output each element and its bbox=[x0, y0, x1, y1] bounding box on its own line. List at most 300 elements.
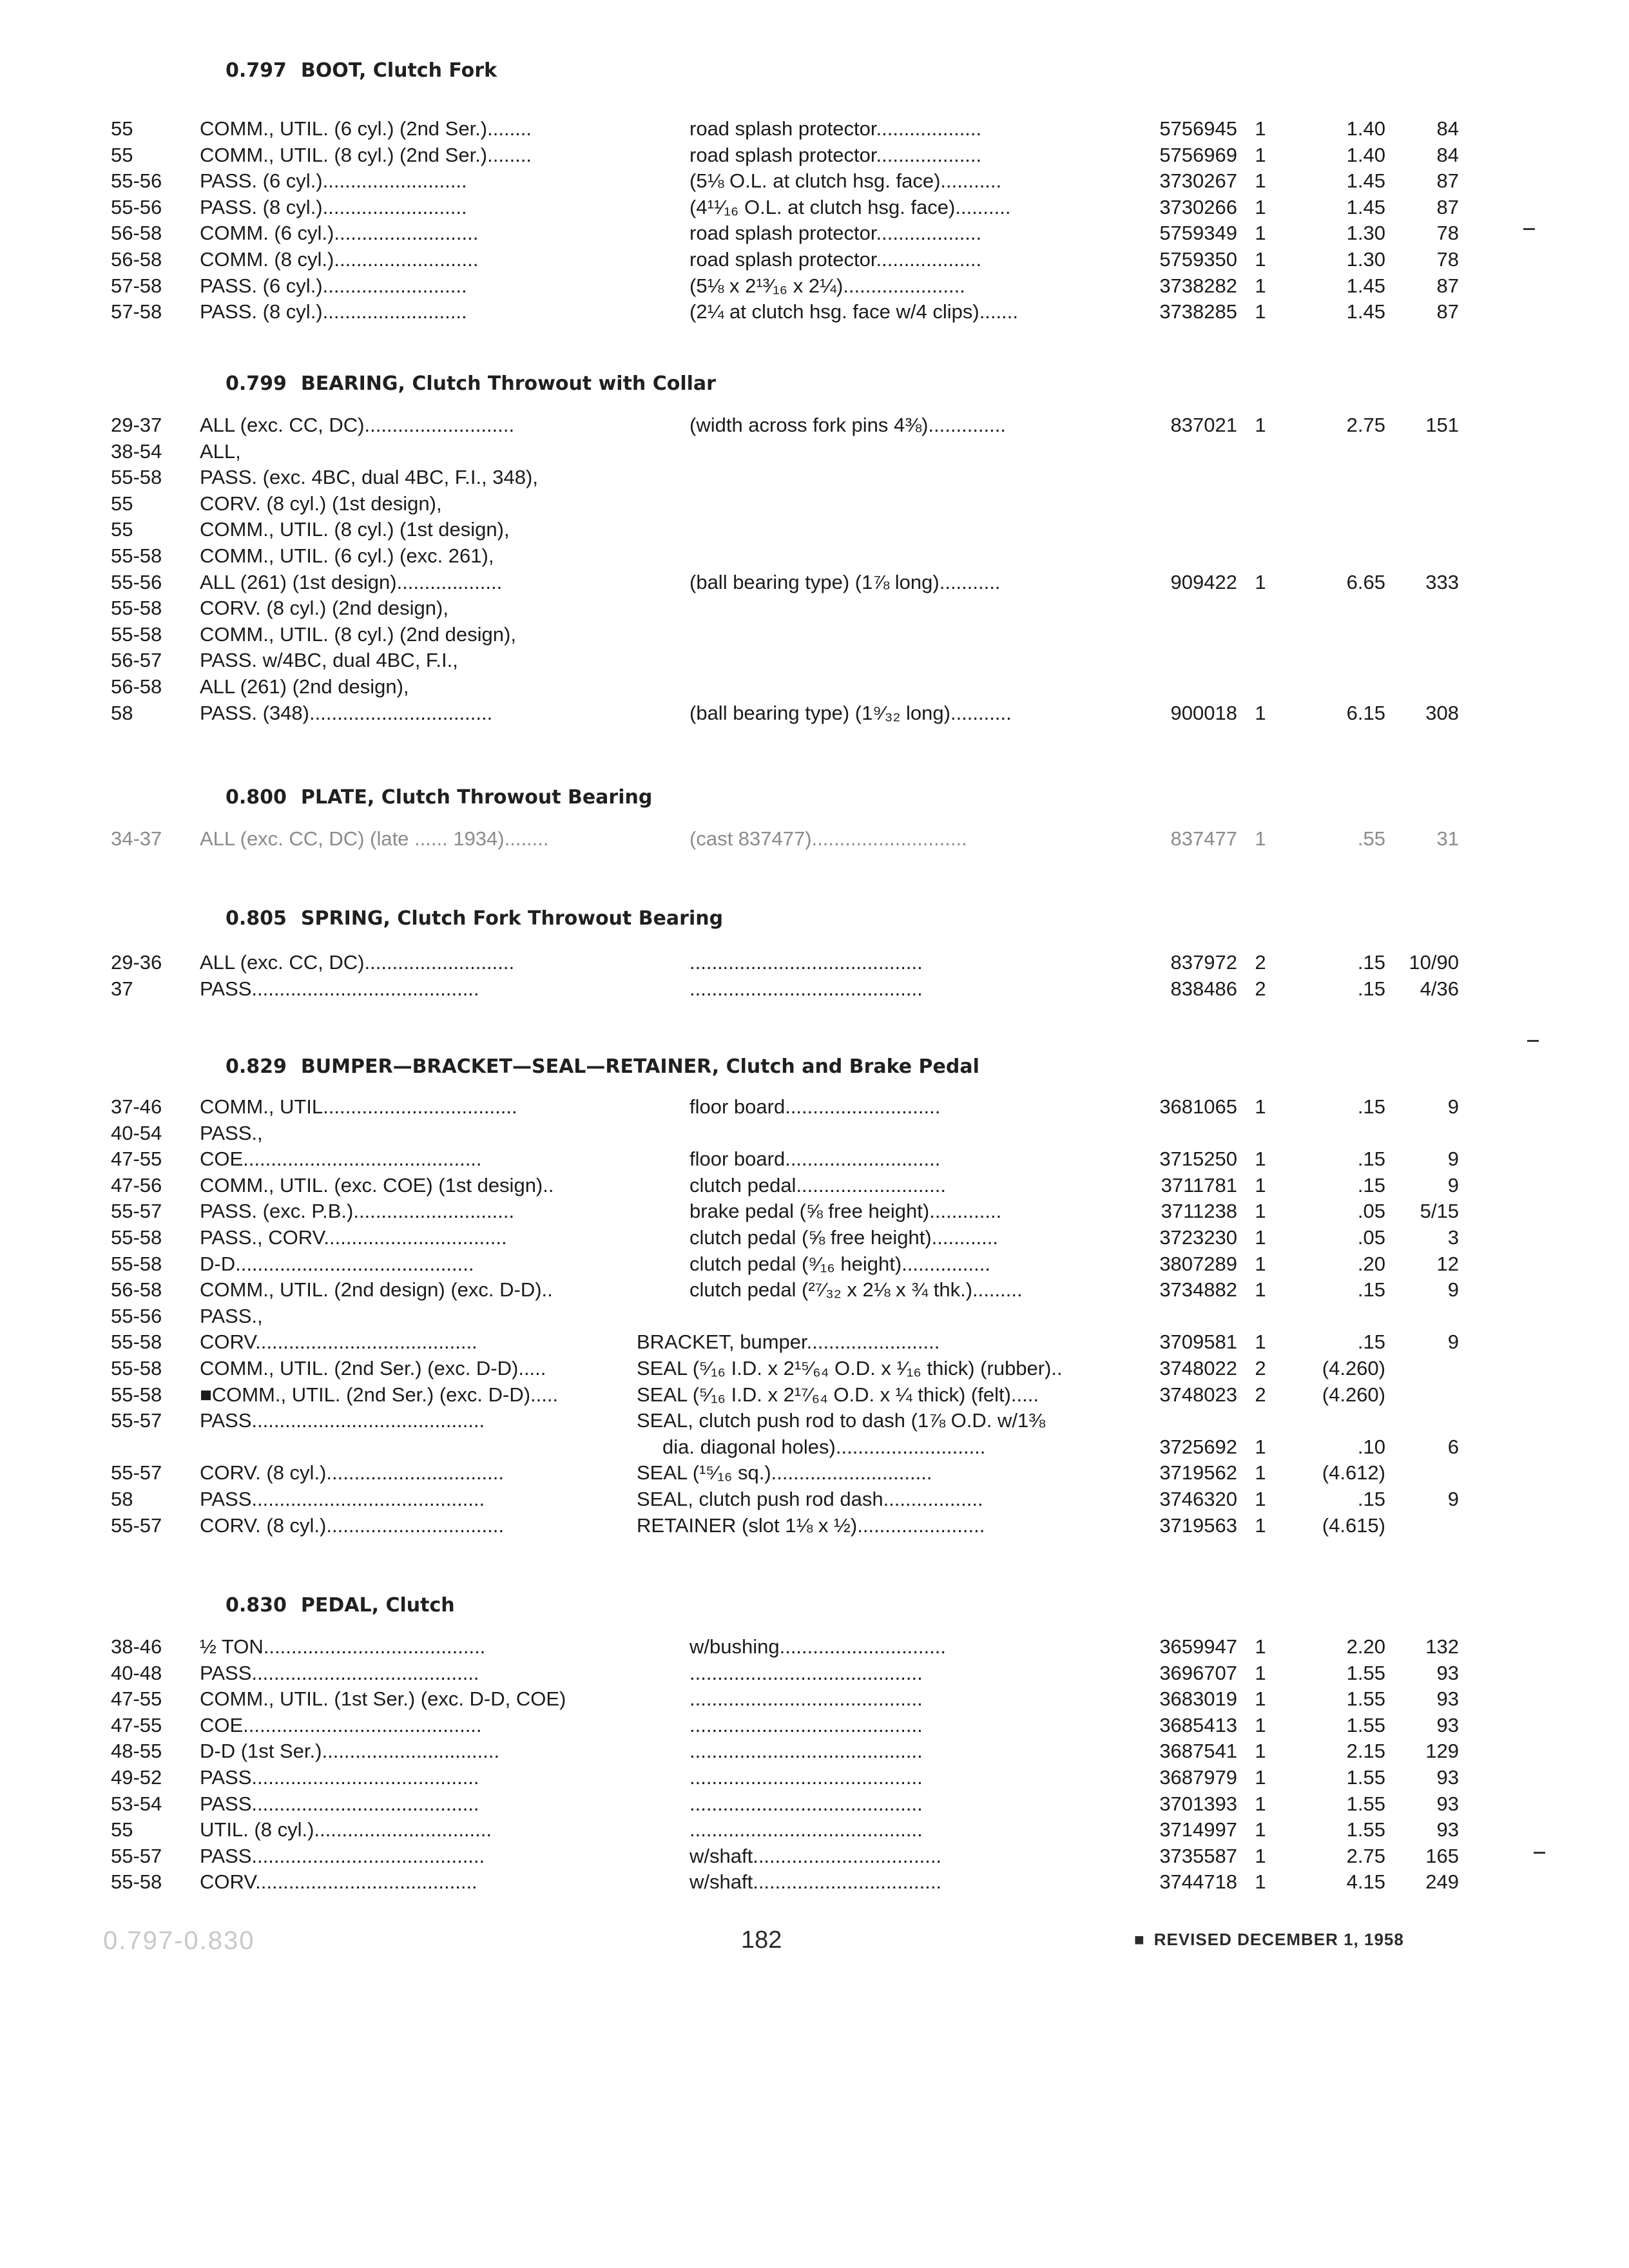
models-cell: COE........................................... bbox=[200, 1148, 482, 1171]
part-number-cell: 837972 bbox=[1170, 951, 1237, 974]
price-cell: .05 bbox=[1357, 1226, 1385, 1249]
description-cell: .......................................... bbox=[689, 1792, 923, 1815]
years-cell: 55-57 bbox=[111, 1409, 162, 1432]
years-cell: 55-57 bbox=[111, 1844, 162, 1867]
weight-cell: 93 bbox=[1436, 1818, 1459, 1841]
weight-cell: 3 bbox=[1447, 1226, 1459, 1249]
part-row bbox=[0, 1634, 1629, 1660]
weight-cell: 10/90 bbox=[1409, 951, 1459, 974]
models-cell: PASS. (6 cyl.).......................... bbox=[200, 274, 467, 297]
price-cell: 1.40 bbox=[1346, 117, 1385, 140]
section-heading bbox=[226, 1594, 455, 1617]
quantity-cell: 1 bbox=[1255, 414, 1266, 436]
weight-cell: 9 bbox=[1447, 1095, 1459, 1118]
part-number-cell: 3807289 bbox=[1159, 1252, 1237, 1275]
part-number-cell: 838486 bbox=[1170, 977, 1237, 1000]
models-cell: ALL, bbox=[200, 439, 241, 463]
price-cell: 1.45 bbox=[1346, 274, 1385, 297]
part-row bbox=[0, 491, 1629, 517]
quantity-cell: 1 bbox=[1255, 1687, 1266, 1711]
models-cell: PASS.......................................... bbox=[200, 1844, 485, 1867]
description-cell: SEAL, clutch push rod dash.................. bbox=[637, 1488, 983, 1510]
years-cell: 58 bbox=[111, 1488, 133, 1510]
quantity-cell: 1 bbox=[1255, 1461, 1266, 1485]
part-number-cell: 909422 bbox=[1170, 570, 1237, 593]
models-cell: CORV........................................ bbox=[200, 1331, 477, 1354]
years-cell: 57-58 bbox=[111, 300, 162, 323]
part-row bbox=[0, 247, 1629, 273]
years-cell: 55 bbox=[111, 518, 133, 541]
years-cell: 55-58 bbox=[111, 597, 162, 620]
price-cell: (4.612) bbox=[1322, 1461, 1385, 1485]
description-cell: .......................................... bbox=[689, 1713, 923, 1736]
price-cell: 1.55 bbox=[1346, 1818, 1385, 1841]
weight-cell: 78 bbox=[1436, 248, 1459, 271]
part-row bbox=[0, 1460, 1629, 1486]
models-cell: PASS. (348)................................. bbox=[200, 701, 493, 724]
price-cell: 1.45 bbox=[1346, 300, 1385, 323]
models-cell: CORV. (8 cyl.) (2nd design), bbox=[200, 597, 448, 620]
models-cell: D-D (1st Ser.)................................ bbox=[200, 1740, 500, 1763]
models-cell: COMM. (8 cyl.).......................... bbox=[200, 248, 479, 271]
part-number-cell: 3748022 bbox=[1159, 1357, 1237, 1379]
part-number-cell: 5756969 bbox=[1159, 143, 1237, 166]
years-cell: 55-56 bbox=[111, 570, 162, 593]
part-row bbox=[0, 299, 1629, 325]
price-cell: .15 bbox=[1357, 1148, 1385, 1171]
description-cell: .......................................... bbox=[689, 951, 923, 974]
part-row bbox=[0, 622, 1629, 648]
years-cell: 55-58 bbox=[111, 1383, 162, 1406]
quantity-cell: 1 bbox=[1255, 701, 1266, 724]
models-cell: COMM., UTIL. (2nd Ser.) (exc. D-D)..... bbox=[200, 1357, 546, 1379]
part-row bbox=[0, 826, 1629, 852]
quantity-cell: 1 bbox=[1255, 1331, 1266, 1354]
models-cell: COE........................................... bbox=[200, 1713, 482, 1736]
description-cell: w/shaft.................................. bbox=[689, 1870, 942, 1894]
price-cell: .15 bbox=[1357, 951, 1385, 974]
weight-cell: 93 bbox=[1436, 1713, 1459, 1736]
models-cell: ALL (exc. CC, DC) (late ...... 1934)........ bbox=[200, 827, 549, 850]
quantity-cell: 2 bbox=[1255, 1383, 1266, 1406]
weight-cell: 9 bbox=[1447, 1278, 1459, 1302]
weight-cell: 5/15 bbox=[1420, 1200, 1459, 1223]
section-title: SPRING, Clutch Fork Throwout Bearing bbox=[300, 907, 724, 930]
description-cell: road splash protector................... bbox=[689, 117, 982, 140]
models-cell: PASS. (8 cyl.).......................... bbox=[200, 195, 467, 218]
description-cell: .......................................... bbox=[689, 977, 923, 1000]
years-cell: 56-58 bbox=[111, 675, 162, 698]
part-number-cell: 5756945 bbox=[1159, 117, 1237, 140]
quantity-cell: 1 bbox=[1255, 222, 1266, 245]
years-cell: 37 bbox=[111, 977, 133, 1000]
description-cell: (ball bearing type) (1⁹⁄₃₂ long)........... bbox=[689, 701, 1012, 724]
price-cell: .15 bbox=[1357, 1095, 1385, 1118]
quantity-cell: 1 bbox=[1255, 1173, 1266, 1196]
part-number-cell: 3681065 bbox=[1159, 1095, 1237, 1118]
quantity-cell: 1 bbox=[1255, 1635, 1266, 1658]
part-row bbox=[0, 1277, 1629, 1303]
quantity-cell: 1 bbox=[1255, 1435, 1266, 1458]
price-cell: 6.65 bbox=[1346, 570, 1385, 593]
part-row bbox=[0, 273, 1629, 299]
weight-cell: 78 bbox=[1436, 222, 1459, 245]
description-cell: (5⅛ x 2¹³⁄₁₆ x 2¼)...................... bbox=[689, 274, 965, 297]
weight-cell: 93 bbox=[1436, 1792, 1459, 1815]
scan-mark bbox=[1527, 1040, 1539, 1042]
price-cell: (4.615) bbox=[1322, 1514, 1385, 1537]
description-cell: .......................................... bbox=[689, 1818, 923, 1841]
part-row bbox=[0, 116, 1629, 142]
part-row bbox=[0, 195, 1629, 220]
models-cell: CORV. (8 cyl.)................................ bbox=[200, 1514, 504, 1537]
weight-cell: 4/36 bbox=[1420, 977, 1459, 1000]
years-cell: 40-54 bbox=[111, 1121, 162, 1144]
part-row bbox=[0, 1329, 1629, 1355]
years-cell: 47-55 bbox=[111, 1687, 162, 1711]
part-number-cell: 3746320 bbox=[1159, 1488, 1237, 1510]
part-row bbox=[0, 1094, 1629, 1120]
price-cell: 1.55 bbox=[1346, 1713, 1385, 1736]
quantity-cell: 1 bbox=[1255, 1278, 1266, 1302]
section-title: PLATE, Clutch Throwout Bearing bbox=[300, 786, 653, 809]
weight-cell: 12 bbox=[1436, 1252, 1459, 1275]
part-row bbox=[0, 570, 1629, 595]
part-row bbox=[0, 1382, 1629, 1408]
part-row bbox=[0, 543, 1629, 569]
models-cell: COMM., UTIL. (8 cyl.) (2nd Ser.)........ bbox=[200, 143, 532, 166]
part-row bbox=[0, 1713, 1629, 1738]
scan-mark bbox=[1523, 228, 1535, 230]
quantity-cell: 1 bbox=[1255, 1200, 1266, 1223]
quantity-cell: 1 bbox=[1255, 1148, 1266, 1171]
part-row bbox=[0, 1146, 1629, 1172]
quantity-cell: 1 bbox=[1255, 248, 1266, 271]
part-row bbox=[0, 168, 1629, 194]
quantity-cell: 1 bbox=[1255, 1818, 1266, 1841]
years-cell: 38-46 bbox=[111, 1635, 162, 1658]
models-cell: PASS., bbox=[200, 1304, 263, 1327]
section-number: 0.830 bbox=[226, 1594, 287, 1617]
price-cell: .15 bbox=[1357, 1173, 1385, 1196]
weight-cell: 132 bbox=[1425, 1635, 1459, 1658]
years-cell: 55 bbox=[111, 1818, 133, 1841]
part-number-cell: 3701393 bbox=[1159, 1792, 1237, 1815]
years-cell: 29-36 bbox=[111, 951, 162, 974]
weight-cell: 129 bbox=[1425, 1740, 1459, 1763]
section-number: 0.805 bbox=[226, 907, 287, 930]
weight-cell: 87 bbox=[1436, 300, 1459, 323]
price-cell: 2.15 bbox=[1346, 1740, 1385, 1763]
weight-cell: 249 bbox=[1425, 1870, 1459, 1894]
description-cell: floor board............................ bbox=[689, 1095, 941, 1118]
models-cell: UTIL. (8 cyl.)................................ bbox=[200, 1818, 492, 1841]
models-cell: PASS. (8 cyl.).......................... bbox=[200, 300, 467, 323]
part-number-cell: 3711238 bbox=[1161, 1200, 1237, 1223]
weight-cell: 308 bbox=[1425, 701, 1459, 724]
models-cell: PASS......................................... bbox=[200, 1792, 479, 1815]
part-row bbox=[0, 1817, 1629, 1843]
part-number-cell: 837477 bbox=[1170, 827, 1237, 850]
quantity-cell: 1 bbox=[1255, 195, 1266, 218]
page-number: 182 bbox=[741, 1927, 782, 1954]
description-cell: SEAL, clutch push rod to dash (1⅞ O.D. w/1⅜ bbox=[637, 1409, 1046, 1432]
section-heading bbox=[226, 786, 652, 809]
part-number-cell: 3715250 bbox=[1159, 1148, 1237, 1171]
section-title: BUMPER—BRACKET—SEAL—RETAINER, Clutch and Brake Pedal bbox=[300, 1055, 979, 1078]
revised-marker: ■ bbox=[1134, 1930, 1145, 1949]
models-cell: PASS., CORV................................. bbox=[200, 1226, 507, 1249]
years-cell: 29-37 bbox=[111, 414, 162, 436]
part-number-cell: 3748023 bbox=[1159, 1383, 1237, 1406]
description-cell: road splash protector................... bbox=[689, 222, 982, 245]
part-row bbox=[0, 517, 1629, 543]
part-row bbox=[0, 412, 1629, 438]
part-row bbox=[0, 1225, 1629, 1251]
models-cell: PASS.......................................... bbox=[200, 1409, 485, 1432]
weight-cell: 87 bbox=[1436, 195, 1459, 218]
description-cell: (cast 837477)............................ bbox=[689, 827, 967, 850]
part-number-cell: 3738282 bbox=[1159, 274, 1237, 297]
part-number-cell: 3744718 bbox=[1159, 1870, 1237, 1894]
description-cell: .......................................... bbox=[689, 1661, 923, 1684]
part-row bbox=[0, 648, 1629, 673]
models-cell: COMM., UTIL. (8 cyl.) (2nd design), bbox=[200, 622, 516, 646]
part-number-cell: 3730267 bbox=[1159, 169, 1237, 193]
description-cell: floor board............................ bbox=[689, 1148, 941, 1171]
models-cell: PASS., bbox=[200, 1121, 263, 1144]
years-cell: 56-58 bbox=[111, 222, 162, 245]
models-cell: ½ TON........................................ bbox=[200, 1635, 486, 1658]
part-number-cell: 5759349 bbox=[1159, 222, 1237, 245]
part-row bbox=[0, 465, 1629, 490]
models-cell: COMM., UTIL................................... bbox=[200, 1095, 517, 1118]
part-row bbox=[0, 1120, 1629, 1146]
part-number-cell: 5759350 bbox=[1159, 248, 1237, 271]
description-cell: .......................................... bbox=[689, 1740, 923, 1763]
part-number-cell: 3711781 bbox=[1161, 1173, 1237, 1196]
models-cell: ■COMM., UTIL. (2nd Ser.) (exc. D-D)..... bbox=[200, 1383, 559, 1406]
part-number-cell: 3696707 bbox=[1159, 1661, 1237, 1684]
years-cell: 47-55 bbox=[111, 1148, 162, 1171]
weight-cell: 87 bbox=[1436, 274, 1459, 297]
section-number: 0.800 bbox=[226, 786, 287, 809]
part-row bbox=[0, 1486, 1629, 1512]
price-cell: .20 bbox=[1357, 1252, 1385, 1275]
part-row bbox=[0, 142, 1629, 168]
description-cell: (2¼ at clutch hsg. face w/4 clips)....... bbox=[689, 300, 1018, 323]
description-cell: road splash protector................... bbox=[689, 248, 982, 271]
weight-cell: 151 bbox=[1425, 414, 1459, 436]
quantity-cell: 2 bbox=[1255, 977, 1266, 1000]
years-cell: 37-46 bbox=[111, 1095, 162, 1118]
models-cell: COMM., UTIL. (6 cyl.) (exc. 261), bbox=[200, 544, 494, 567]
years-cell: 49-52 bbox=[111, 1766, 162, 1789]
revised-text: REVISED DECEMBER 1, 1958 bbox=[1153, 1930, 1404, 1949]
years-cell: 55 bbox=[111, 492, 133, 515]
section-number: 0.797 bbox=[226, 59, 287, 82]
section-heading bbox=[226, 907, 723, 930]
quantity-cell: 1 bbox=[1255, 1226, 1266, 1249]
models-cell: PASS. (exc. P.B.)............................. bbox=[200, 1200, 515, 1223]
description-cell: w/shaft.................................. bbox=[689, 1844, 942, 1867]
quantity-cell: 1 bbox=[1255, 169, 1266, 193]
weight-cell: 6 bbox=[1447, 1435, 1459, 1458]
price-cell: 1.30 bbox=[1346, 248, 1385, 271]
models-cell: ALL (exc. CC, DC)........................... bbox=[200, 414, 515, 436]
description-cell: (4¹¹⁄₁₆ O.L. at clutch hsg. face).......... bbox=[689, 195, 1011, 218]
models-cell: COMM., UTIL. (2nd design) (exc. D-D).. bbox=[200, 1278, 553, 1302]
description-cell: .......................................... bbox=[689, 1687, 923, 1711]
years-cell: 56-57 bbox=[111, 649, 162, 672]
models-cell: COMM., UTIL. (6 cyl.) (2nd Ser.)........ bbox=[200, 117, 532, 140]
part-row bbox=[0, 1686, 1629, 1712]
price-cell: (4.260) bbox=[1322, 1357, 1385, 1379]
models-cell: D-D........................................... bbox=[200, 1252, 474, 1275]
part-number-cell: 3685413 bbox=[1159, 1713, 1237, 1736]
quantity-cell: 1 bbox=[1255, 1844, 1266, 1867]
quantity-cell: 1 bbox=[1255, 1514, 1266, 1537]
part-number-cell: 837021 bbox=[1170, 414, 1237, 436]
models-cell: COMM., UTIL. (8 cyl.) (1st design), bbox=[200, 518, 510, 541]
years-cell: 55-56 bbox=[111, 1304, 162, 1327]
models-cell: COMM., UTIL. (exc. COE) (1st design).. bbox=[200, 1173, 554, 1196]
description-cell: RETAINER (slot 1⅛ x ½)....................... bbox=[637, 1514, 985, 1537]
weight-cell: 93 bbox=[1436, 1661, 1459, 1684]
quantity-cell: 1 bbox=[1255, 1740, 1266, 1763]
part-number-cell: 3659947 bbox=[1159, 1635, 1237, 1658]
price-cell: .05 bbox=[1357, 1200, 1385, 1223]
scan-mark bbox=[1534, 1852, 1545, 1854]
description-cell: clutch pedal (²⁷⁄₃₂ x 2⅛ x ¾ thk.)......... bbox=[689, 1278, 1023, 1302]
part-number-cell: 3735587 bbox=[1159, 1844, 1237, 1867]
weight-cell: 87 bbox=[1436, 169, 1459, 193]
description-cell: SEAL (⁵⁄₁₆ I.D. x 2¹⁵⁄₆₄ O.D. x ¹⁄₁₆ thick) (rubber).. bbox=[637, 1357, 1063, 1379]
years-cell: 58 bbox=[111, 701, 133, 724]
part-number-cell: 3738285 bbox=[1159, 300, 1237, 323]
years-cell: 55-56 bbox=[111, 169, 162, 193]
price-cell: 1.45 bbox=[1346, 169, 1385, 193]
price-cell: (4.260) bbox=[1322, 1383, 1385, 1406]
description-cell: .......................................... bbox=[689, 1766, 923, 1789]
years-cell: 55-56 bbox=[111, 195, 162, 218]
price-cell: 4.15 bbox=[1346, 1870, 1385, 1894]
years-cell: 47-55 bbox=[111, 1713, 162, 1736]
models-cell: ALL (exc. CC, DC)........................... bbox=[200, 951, 515, 974]
section-number: 0.829 bbox=[226, 1055, 287, 1078]
weight-cell: 84 bbox=[1436, 143, 1459, 166]
quantity-cell: 1 bbox=[1255, 274, 1266, 297]
models-cell: ALL (261) (2nd design), bbox=[200, 675, 409, 698]
section-title: BEARING, Clutch Throwout with Collar bbox=[300, 372, 716, 395]
part-number-cell: 3730266 bbox=[1159, 195, 1237, 218]
description-cell: SEAL (⁵⁄₁₆ I.D. x 2¹⁷⁄₆₄ O.D. x ¼ thick) (felt)..... bbox=[637, 1383, 1039, 1406]
description-cell: BRACKET, bumper........................ bbox=[637, 1331, 940, 1354]
quantity-cell: 1 bbox=[1255, 1661, 1266, 1684]
quantity-cell: 1 bbox=[1255, 827, 1266, 850]
price-cell: .15 bbox=[1357, 1331, 1385, 1354]
part-number-cell: 3723230 bbox=[1159, 1226, 1237, 1249]
section-heading bbox=[226, 59, 497, 82]
quantity-cell: 1 bbox=[1255, 117, 1266, 140]
price-cell: .15 bbox=[1357, 1488, 1385, 1510]
part-row bbox=[0, 1738, 1629, 1764]
weight-cell: 9 bbox=[1447, 1173, 1459, 1196]
models-cell: PASS......................................... bbox=[200, 1766, 479, 1789]
models-cell: CORV........................................ bbox=[200, 1870, 477, 1894]
part-row bbox=[0, 976, 1629, 1002]
description-cell: road splash protector................... bbox=[689, 143, 982, 166]
weight-cell: 93 bbox=[1436, 1766, 1459, 1789]
part-number-cell: 3714997 bbox=[1159, 1818, 1237, 1841]
models-cell: COMM. (6 cyl.).......................... bbox=[200, 222, 479, 245]
years-cell: 56-58 bbox=[111, 248, 162, 271]
price-cell: 1.45 bbox=[1346, 195, 1385, 218]
weight-cell: 9 bbox=[1447, 1488, 1459, 1510]
part-row bbox=[0, 1356, 1629, 1381]
description-cell: dia. diagonal holes)........................... bbox=[662, 1435, 986, 1458]
part-row bbox=[0, 220, 1629, 246]
part-row bbox=[0, 1765, 1629, 1791]
section-number: 0.799 bbox=[226, 372, 287, 395]
part-row bbox=[0, 1843, 1629, 1869]
models-cell: PASS. (6 cyl.).......................... bbox=[200, 169, 467, 193]
years-cell: 34-37 bbox=[111, 827, 162, 850]
years-cell: 55 bbox=[111, 143, 133, 166]
description-cell: (5⅛ O.L. at clutch hsg. face)........... bbox=[689, 169, 1002, 193]
quantity-cell: 2 bbox=[1255, 1357, 1266, 1379]
part-row bbox=[0, 1198, 1629, 1224]
years-cell: 47-56 bbox=[111, 1173, 162, 1196]
years-cell: 53-54 bbox=[111, 1792, 162, 1815]
part-row bbox=[0, 595, 1629, 621]
part-row bbox=[0, 1434, 1629, 1460]
price-cell: .55 bbox=[1357, 827, 1385, 850]
models-cell: ALL (261) (1st design)................... bbox=[200, 570, 503, 593]
page-range-footer: 0.797-0.830 bbox=[103, 1927, 255, 1955]
part-number-cell: 3719562 bbox=[1159, 1461, 1237, 1485]
part-row bbox=[0, 1513, 1629, 1539]
price-cell: 2.20 bbox=[1346, 1635, 1385, 1658]
part-row bbox=[0, 1791, 1629, 1817]
revised-date bbox=[1134, 1930, 1404, 1950]
part-row bbox=[0, 700, 1629, 726]
section-heading bbox=[226, 372, 716, 395]
part-number-cell: 3734882 bbox=[1159, 1278, 1237, 1302]
models-cell: PASS......................................... bbox=[200, 1661, 479, 1684]
price-cell: .15 bbox=[1357, 1278, 1385, 1302]
years-cell: 55-57 bbox=[111, 1461, 162, 1485]
years-cell: 55-58 bbox=[111, 1870, 162, 1894]
quantity-cell: 1 bbox=[1255, 1488, 1266, 1510]
years-cell: 55-58 bbox=[111, 1357, 162, 1379]
years-cell: 38-54 bbox=[111, 439, 162, 463]
price-cell: 2.75 bbox=[1346, 1844, 1385, 1867]
years-cell: 55-58 bbox=[111, 622, 162, 646]
quantity-cell: 1 bbox=[1255, 1713, 1266, 1736]
description-cell: clutch pedal (⁹⁄₁₆ height)................ bbox=[689, 1252, 990, 1275]
weight-cell: 84 bbox=[1436, 117, 1459, 140]
quantity-cell: 1 bbox=[1255, 300, 1266, 323]
description-cell: w/bushing.............................. bbox=[689, 1635, 946, 1658]
part-row bbox=[0, 674, 1629, 700]
description-cell: brake pedal (⅝ free height)............. bbox=[689, 1200, 1002, 1223]
description-cell: clutch pedal (⅝ free height)............ bbox=[689, 1226, 999, 1249]
years-cell: 55-58 bbox=[111, 1252, 162, 1275]
years-cell: 55 bbox=[111, 117, 133, 140]
part-row bbox=[0, 439, 1629, 465]
weight-cell: 93 bbox=[1436, 1687, 1459, 1711]
